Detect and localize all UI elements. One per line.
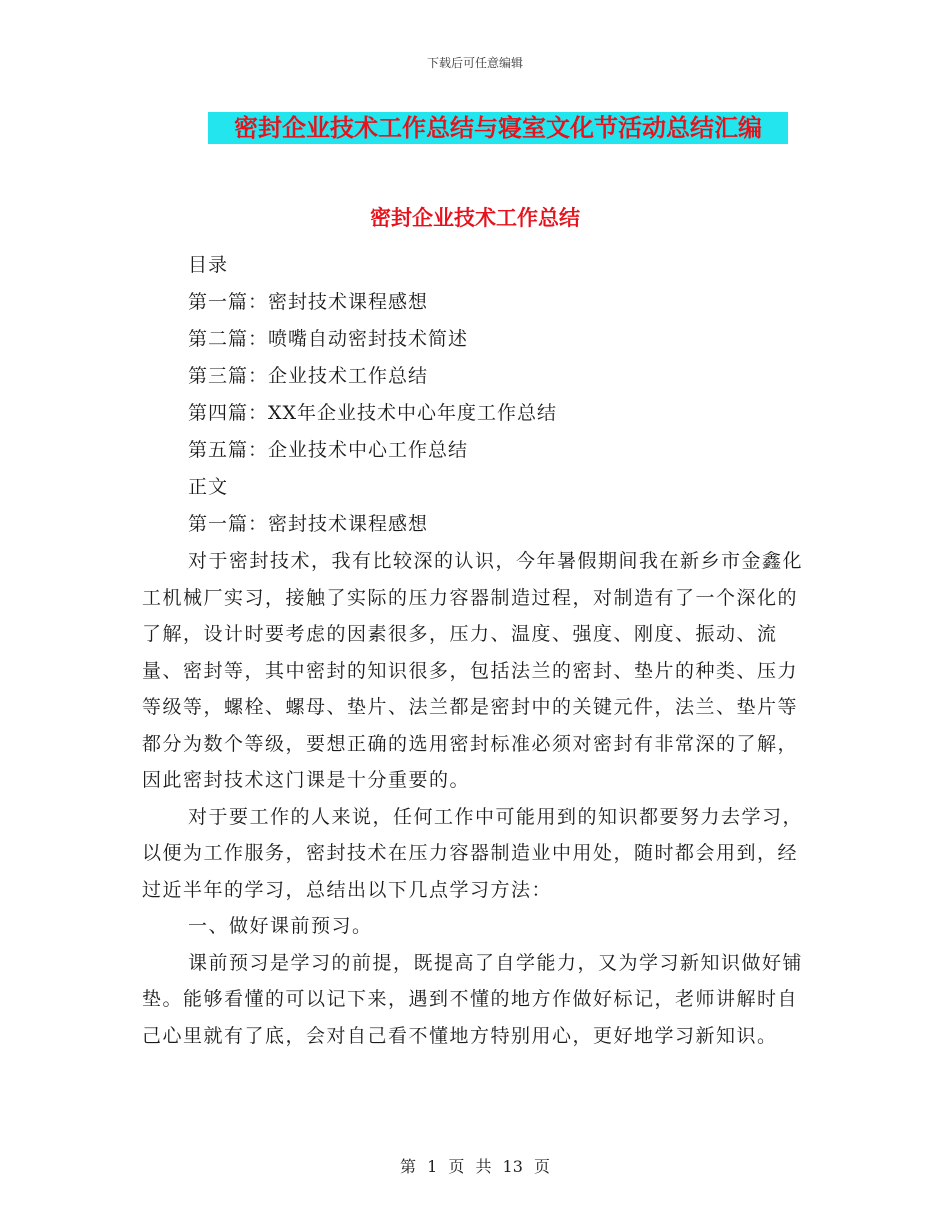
document-title: 密封企业技术工作总结与寝室文化节活动总结汇编 xyxy=(208,112,788,144)
body-paragraph: 一、做好课前预习。 xyxy=(188,915,373,937)
toc-item: 第二篇：喷嘴自动密封技术简述 xyxy=(188,328,469,350)
toc-item: 正文 xyxy=(188,476,229,498)
toc-item: 第三篇：企业技术工作总结 xyxy=(188,365,429,387)
body-text xyxy=(142,543,808,1054)
page-footer: 第 1 页 共 13 页 xyxy=(400,1157,550,1176)
section-title: 密封企业技术工作总结 xyxy=(370,205,580,230)
table-of-contents xyxy=(188,247,808,543)
toc-item: 第一篇：密封技术课程感想 xyxy=(188,513,429,535)
body-paragraph: 对于密封技术，我有比较深的认识，今年暑假期间我在新乡市金鑫化工机械厂实习，接触了实际的压力容器制造过程，对制造有了一个深化的了解，设计时要考虑的因素很多，压力、温度、强度、刚度、振动、流量、密封等，其中密封的知识很多，包括法兰的密封、垫片的种类、压力等级等，螺栓、螺母、垫片、法兰都是密封中的关键元件，法兰、垫片等都分为数个等级，要想正确的选用密封标准必须对密封有非常深的了解，因此密封技术这门课是十分重要的。 xyxy=(142,550,804,791)
toc-item: 第一篇：密封技术课程感想 xyxy=(188,291,429,313)
toc-item: 目录 xyxy=(188,254,229,276)
toc-item: 第四篇：XX年企业技术中心年度工作总结 xyxy=(188,402,558,424)
body-paragraph: 对于要工作的人来说，任何工作中可能用到的知识都要努力去学习，以便为工作服务，密封技术在压力容器制造业中用处，随时都会用到，经过近半年的学习，总结出以下几点学习方法： xyxy=(142,805,804,901)
body-paragraph: 课前预习是学习的前提，既提高了自学能力，又为学习新知识做好铺垫。能够看懂的可以记下来，遇到不懂的地方作做好标记，老师讲解时自己心里就有了底，会对自己看不懂地方特别用心，更好地学习新知识。 xyxy=(142,951,804,1047)
header-note: 下载后可任意编辑 xyxy=(426,56,523,70)
toc-item: 第五篇：企业技术中心工作总结 xyxy=(188,439,469,461)
